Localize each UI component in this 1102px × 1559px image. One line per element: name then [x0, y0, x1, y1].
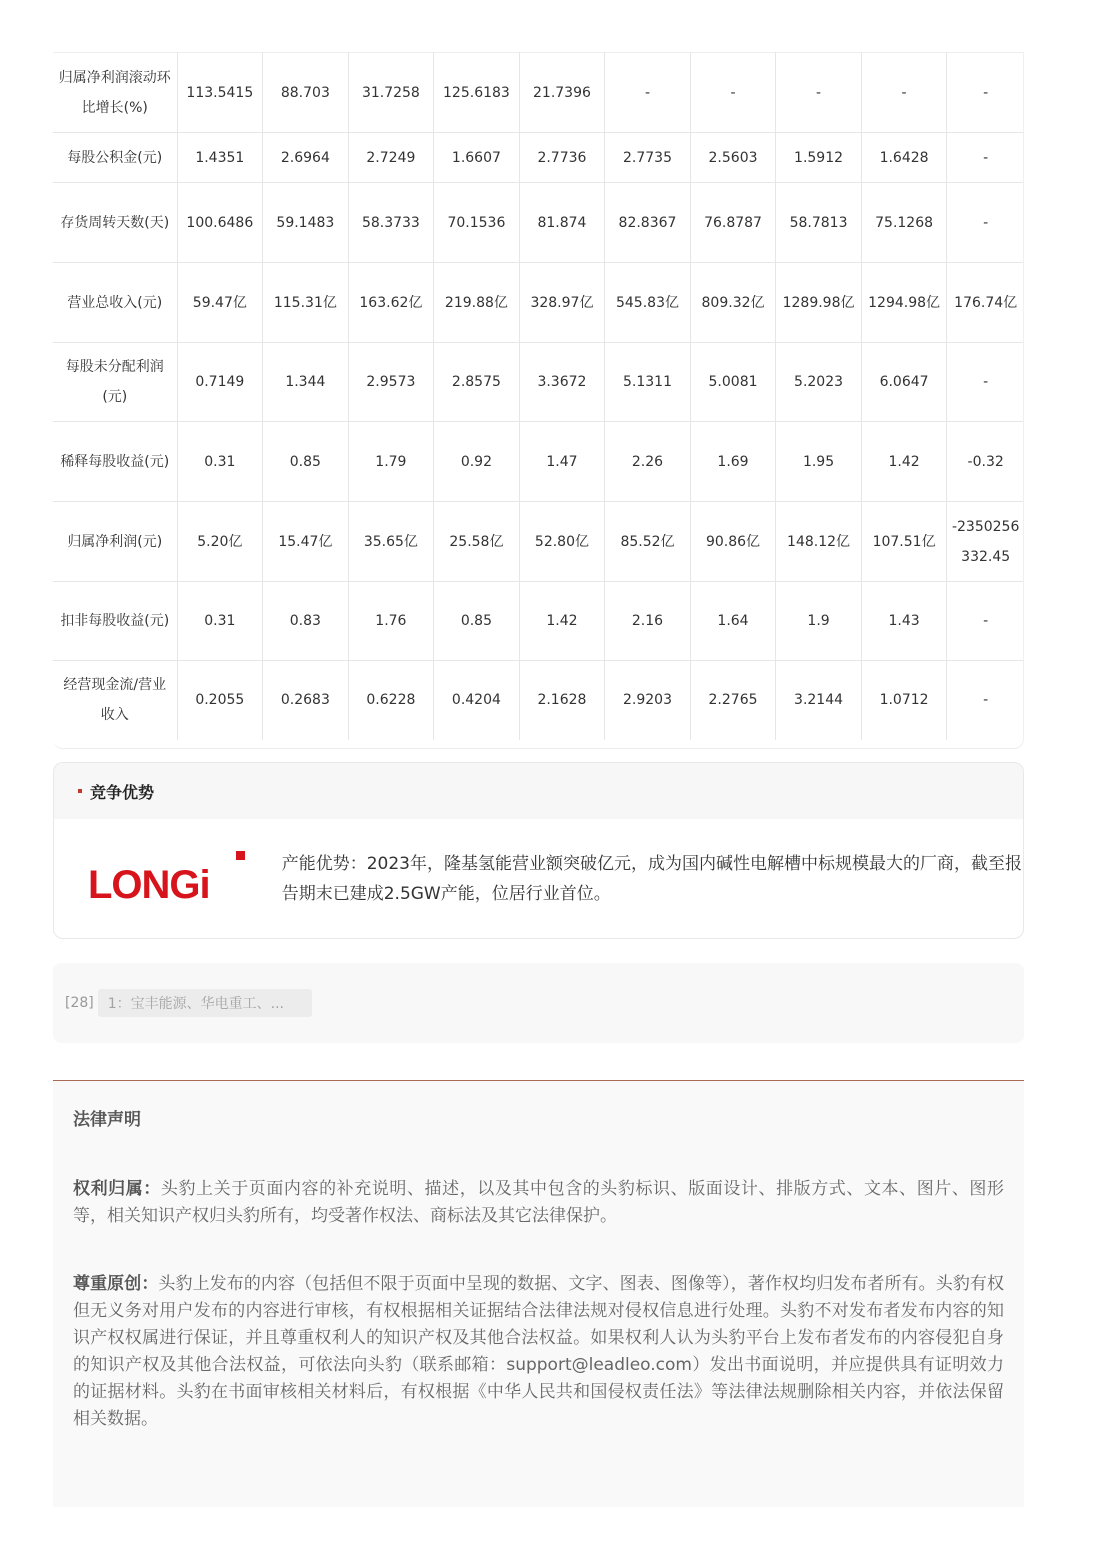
table-cell: 2.9203	[605, 661, 691, 740]
table-cell: 6.0647	[861, 343, 947, 422]
table-cell: 1.79	[348, 422, 434, 502]
table-cell: 1.95	[776, 422, 862, 502]
table-cell: 1.47	[519, 422, 605, 502]
table-cell: -	[947, 53, 1024, 133]
table-cell: 2.16	[605, 582, 691, 661]
table-row	[53, 53, 1024, 133]
table-cell: 70.1536	[434, 183, 520, 263]
legal-title: 法律声明	[73, 1110, 141, 1130]
table-cell: 75.1268	[861, 183, 947, 263]
table-row	[53, 422, 1024, 502]
legal-paragraph-ownership	[73, 1176, 1004, 1230]
table-cell: 2.26	[605, 422, 691, 502]
table-row	[53, 133, 1024, 183]
table-cell: 35.65亿	[348, 502, 434, 582]
table-cell: 3.2144	[776, 661, 862, 740]
table-cell: 2.7735	[605, 133, 691, 183]
table-cell: 100.6486	[177, 183, 263, 263]
table-cell: 1.6428	[861, 133, 947, 183]
table-cell: -	[690, 53, 776, 133]
row-label: 稀释每股收益(元)	[53, 422, 177, 502]
table-cell: 1.4351	[177, 133, 263, 183]
legal-text-ownership: 头豹上关于页面内容的补充说明、描述，以及其中包含的头豹标识、版面设计、排版方式、文本、图片、图形等，相关知识产权归头豹所有，均受著作权法、商标法及其它法律保护。	[73, 1179, 1005, 1226]
competitive-advantage-body	[54, 819, 1023, 939]
table-cell: -	[861, 53, 947, 133]
legal-text-originality: 头豹上发布的内容（包括但不限于页面中呈现的数据、文字、图表、图像等），著作权均归发布者所有。头豹有权但无义务对用户发布的内容进行审核，有权根据相关证据结合法律法规对侵权信息进行处理。头豹不对发布者发布内容的知识产权权属进行保证，并且尊重权利人的知识产权及其他合法权益。如果权利人认为头豹平台上发布者发布的内容侵犯自身的知识产权及其他合法权益，可依法向头豹（联系邮箱：support@leadleo.com）发出书面说明，并应提供具有证明效力的证据材料。头豹在书面审核相关材料后，有权根据《中华人民共和国侵权责任法》等法律法规删除相关内容，并依法保留相关数据。	[73, 1274, 1005, 1429]
table-cell: 1.42	[861, 422, 947, 502]
table-row	[53, 661, 1024, 740]
table-cell: -	[983, 692, 989, 709]
table-cell: 2.9573	[348, 343, 434, 422]
table-cell: 1.42	[519, 582, 605, 661]
company-logo	[88, 849, 246, 909]
table-cell: 1.344	[263, 343, 349, 422]
legal-paragraph-originality	[73, 1271, 1004, 1433]
table-cell: 25.58亿	[434, 502, 520, 582]
table-cell: 2.6964	[263, 133, 349, 183]
table-cell: 107.51亿	[861, 502, 947, 582]
table-cell: 0.2055	[177, 661, 263, 740]
table-cell: 1.6607	[434, 133, 520, 183]
table-cell: -2350256332.45	[947, 502, 1024, 582]
table-cell: -	[947, 582, 1024, 661]
table-cell: 82.8367	[605, 183, 691, 263]
table-cell: 2.7249	[348, 133, 434, 183]
table-cell: 125.6183	[434, 53, 520, 133]
table-cell: 1.69	[690, 422, 776, 502]
row-label: 扣非每股收益(元)	[53, 582, 177, 661]
table-cell: 81.874	[519, 183, 605, 263]
table-cell: 176.74亿	[947, 263, 1024, 343]
table-cell: 0.6228	[348, 661, 434, 740]
logo-text: LONGi	[88, 863, 210, 907]
table-cell: 2.8575	[434, 343, 520, 422]
table-cell: 0.31	[177, 582, 263, 661]
row-label: 每股公积金(元)	[53, 133, 177, 183]
table-cell: 115.31亿	[263, 263, 349, 343]
table-cell: 0.85	[434, 582, 520, 661]
table-cell: 0.7149	[177, 343, 263, 422]
table-cell: -0.32	[947, 422, 1024, 502]
competitive-advantage-card	[53, 762, 1024, 939]
table-cell: 0.31	[177, 422, 263, 502]
table-cell: 59.47亿	[177, 263, 263, 343]
table-cell: 1289.98亿	[776, 263, 862, 343]
table-cell: 1.76	[348, 582, 434, 661]
footnote-ref: [28]	[65, 995, 94, 1011]
legal-label-ownership: 权利归属：	[73, 1179, 161, 1199]
table-cell: 0.2683	[263, 661, 349, 740]
table-cell: 3.3672	[519, 343, 605, 422]
row-label: 存货周转天数(天)	[53, 183, 177, 263]
table-cell: 163.62亿	[348, 263, 434, 343]
table-cell: -	[776, 53, 862, 133]
table-cell: 1294.98亿	[861, 263, 947, 343]
row-label: 营业总收入(元)	[53, 263, 177, 343]
table-cell: 88.703	[263, 53, 349, 133]
table-cell: 2.7736	[519, 133, 605, 183]
table-cell: 2.5603	[690, 133, 776, 183]
row-label: 每股未分配利润(元)	[53, 343, 177, 422]
table-cell: 21.7396	[519, 53, 605, 133]
footnote-link[interactable]: 1：宝丰能源、华电重工、...	[98, 989, 312, 1017]
table-cell: 113.5415	[177, 53, 263, 133]
table-cell: 85.52亿	[605, 502, 691, 582]
financial-table-card	[53, 52, 1024, 749]
table-cell: 1.5912	[776, 133, 862, 183]
table-cell: 809.32亿	[690, 263, 776, 343]
table-cell: 1.64	[690, 582, 776, 661]
table-cell: 59.1483	[263, 183, 349, 263]
logo-dot-icon	[236, 851, 245, 860]
row-label: 归属净利润滚动环比增长(%)	[53, 53, 177, 133]
table-cell: -	[947, 343, 1024, 422]
table-cell: 5.20亿	[177, 502, 263, 582]
advantage-description: 产能优势：2023年，隆基氢能营业额突破亿元，成为国内碱性电解槽中标规模最大的厂商，截至报告期末已建成2.5GW产能，位居行业首位。	[281, 854, 1022, 904]
table-cell: 15.47亿	[263, 502, 349, 582]
financial-table	[53, 52, 1024, 740]
table-cell: 219.88亿	[434, 263, 520, 343]
table-cell: 76.8787	[690, 183, 776, 263]
row-label: 经营现金流/营业收入	[53, 661, 177, 740]
bullet-icon	[78, 789, 82, 793]
row-label: 归属净利润(元)	[53, 502, 177, 582]
table-cell: 52.80亿	[519, 502, 605, 582]
table-cell: 5.2023	[776, 343, 862, 422]
table-cell: -	[947, 183, 1024, 263]
table-cell: -	[947, 133, 1024, 183]
table-row	[53, 502, 1024, 582]
table-row	[53, 183, 1024, 263]
table-cell: 31.7258	[348, 53, 434, 133]
section-title: 竞争优势	[90, 782, 155, 802]
table-row	[53, 343, 1024, 422]
table-cell: 2.1628	[519, 661, 605, 740]
table-cell: 148.12亿	[776, 502, 862, 582]
table-cell: 5.1311	[605, 343, 691, 422]
legal-statement	[53, 1081, 1024, 1507]
table-cell: 1.43	[861, 582, 947, 661]
table-cell: 328.97亿	[519, 263, 605, 343]
table-cell: 58.7813	[776, 183, 862, 263]
table-cell: 2.2765	[690, 661, 776, 740]
table-cell: -	[605, 53, 691, 133]
legal-label-originality: 尊重原创：	[73, 1274, 159, 1294]
table-cell: 5.0081	[690, 343, 776, 422]
competitive-advantage-header	[54, 763, 1023, 819]
table-cell: 545.83亿	[605, 263, 691, 343]
table-cell: 1.9	[776, 582, 862, 661]
table-cell: 0.4204	[434, 661, 520, 740]
table-cell: 90.86亿	[690, 502, 776, 582]
table-cell: 58.3733	[348, 183, 434, 263]
table-cell: 0.85	[263, 422, 349, 502]
table-row	[53, 582, 1024, 661]
table-cell: 0.92	[434, 422, 520, 502]
table-cell: 0.83	[263, 582, 349, 661]
table-cell: 1.0712	[861, 661, 947, 740]
table-row	[53, 263, 1024, 343]
footnote-card	[53, 963, 1024, 1043]
